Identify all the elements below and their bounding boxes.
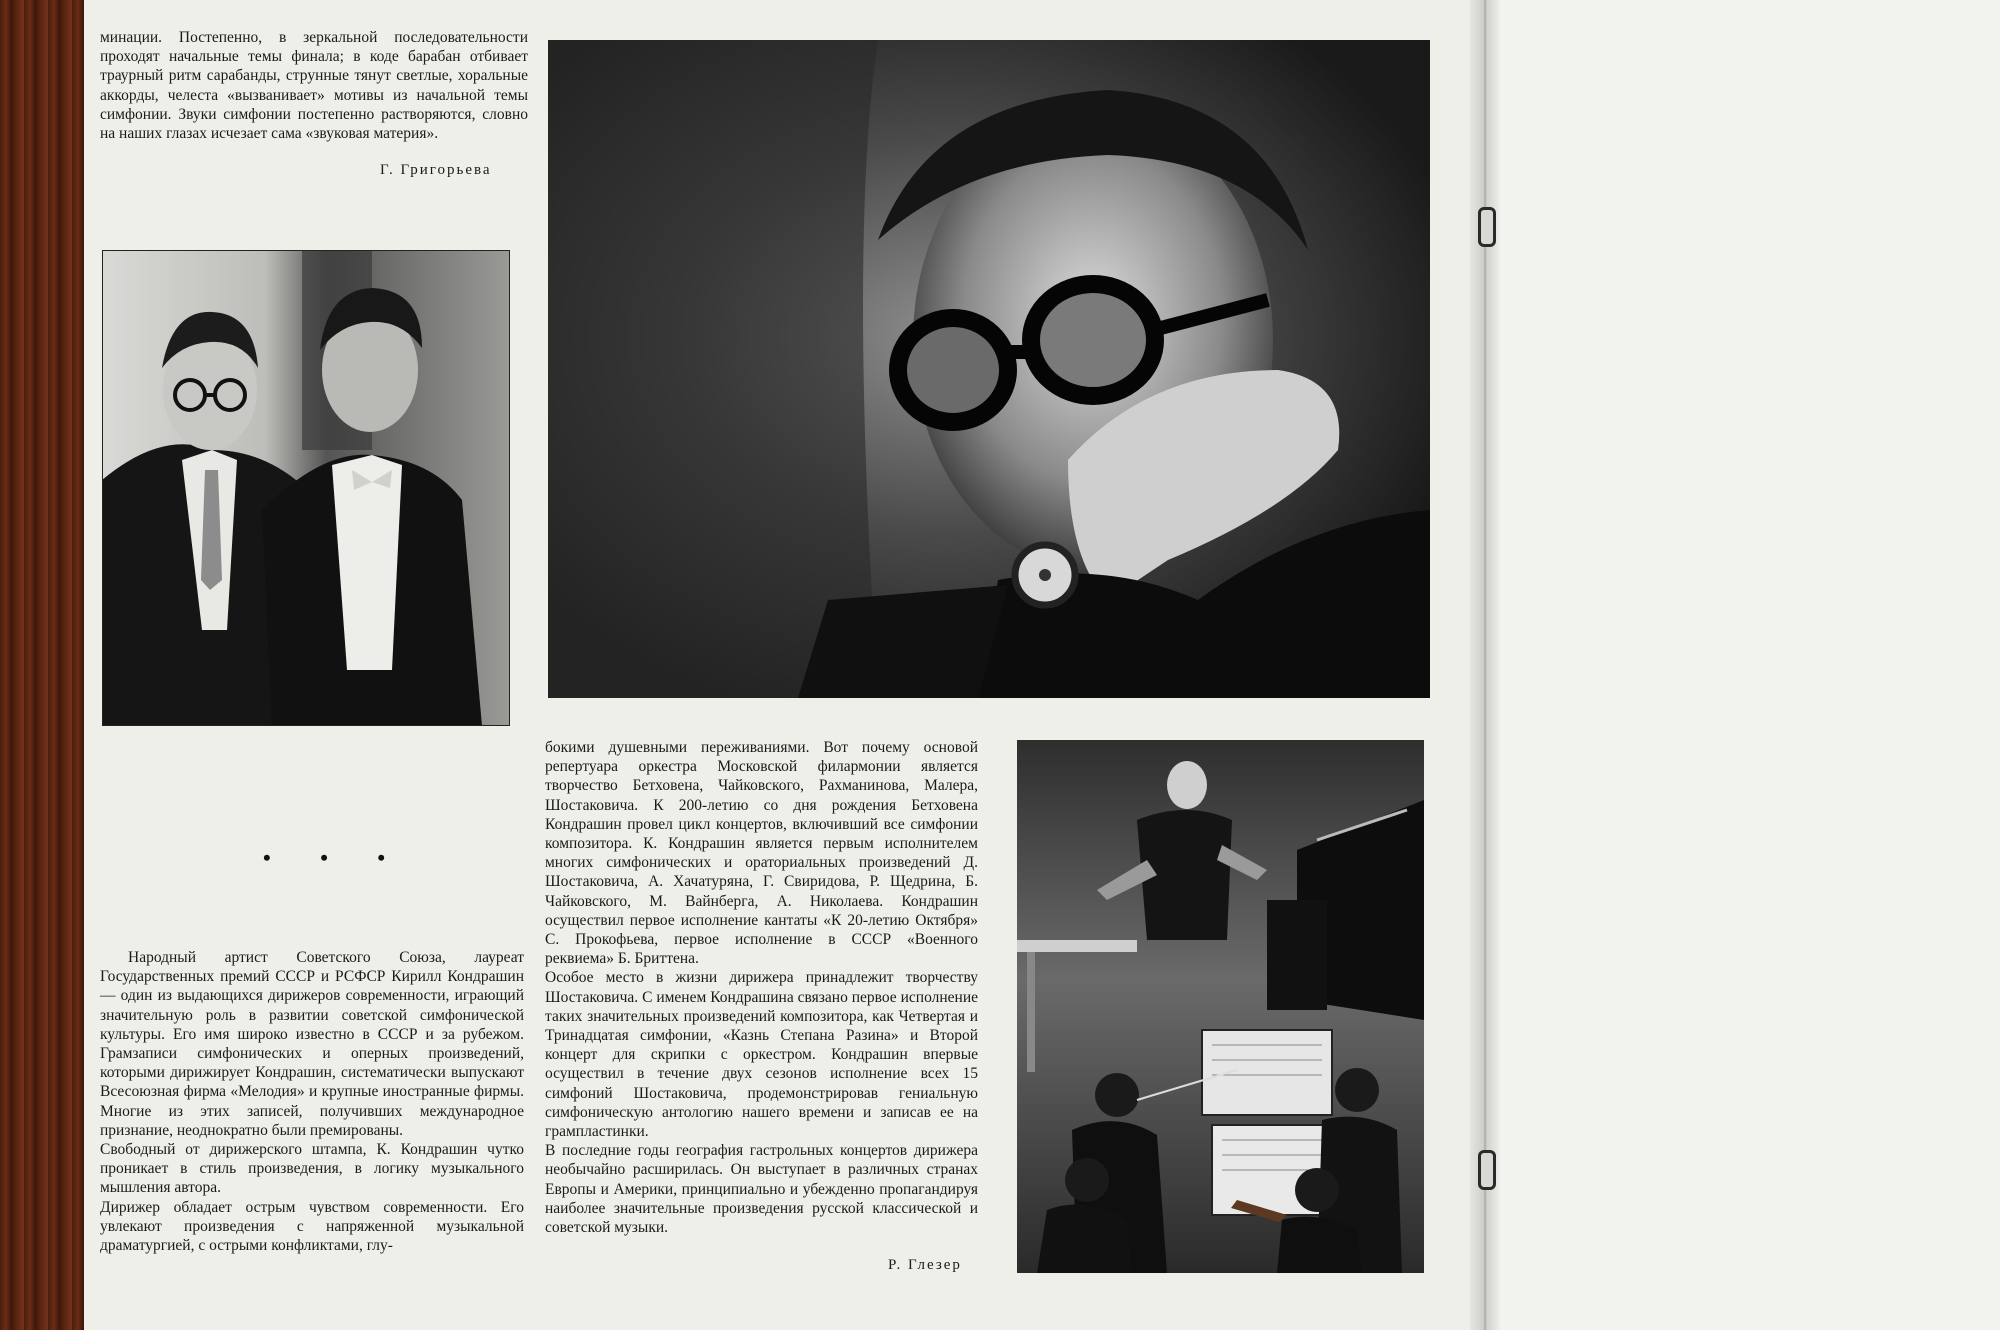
kondrashin-text-left [100, 948, 524, 1255]
paragraph: бокими душевными переживаниями. Вот почему основой репертуара оркестра Московской филармонии является творчество Бетховена, Чайковского, Рахманинова, Малера, Шостаковича. К 200-летию со дня рождения Бетховена Кондрашин провел цикл концертов, включивший все симфонии композитора. К. Кондрашин является первым исполнителем многих симфонических и ораториальных произведений Д. Шостаковича, А. Хачатуряна, Г. Свиридова, Р. Щедрина, Б. Чайковского, М. Вайнберга, А. Николаева. Кондрашин осуществил первое исполнение кантаты «К 20-летию Октября» С. Прокофьева, первое исполнение в СССР «Военного реквиема» Б. Бриттена. [545, 739, 978, 968]
photo-orchestra-rehearsal [1017, 740, 1424, 1273]
wooden-table-background [0, 0, 90, 1330]
duo-photo-graphic [102, 250, 510, 726]
article-ending-text [100, 28, 528, 143]
right-page-blank [1500, 0, 2000, 1330]
portrait-photo-graphic [548, 40, 1430, 698]
article-ending-paragraph: минации. Постепенно, в зеркальной последовательности проходят начальные темы финала; в коде барабан отбивает траурный ритм сарабанды, струнные тянут светлые, хоральные аккорды, челеста «вызванивает» мотивы из начальной темы симфонии. Звуки симфонии постепенно растворяются, словно на наших глазах исчезает сама «звуковая материя». [100, 29, 528, 143]
paragraph: Народный артист Советского Союза, лауреат Государственных премий СССР и РСФСР Кирилл Кондрашин — один из выдающихся дирижеров современности, играющий значительную роль в развитии советской симфонической культуры. Его имя широко известно в СССР и за рубежом. Грамзаписи симфонических и оперных произведений, которыми дирижирует Кондрашин, систематически выпускают Всесоюзная фирма «Мелодия» и крупные иностранные фирмы. Многие из этих записей, получивших международное признание, неоднократно были премированы. [100, 949, 524, 1139]
page-gutter [1470, 0, 1500, 1330]
paragraph: В последние годы география гастрольных концертов дирижера необычайно расширилась. Он выступает в различных странах Европы и Америки, принципиально и убежденно пропагандируя наиболее значительные произведения русской классической и советской музыки. [545, 1142, 978, 1237]
paragraph: Особое место в жизни дирижера принадлежит творчеству Шостаковича. С именем Кондрашина связано первое исполнение таких значительных произведений композитора, как Четвертая и Тринадцатая симфонии, «Казнь Степана Разина» и Второй концерт для скрипки с оркестром. Кондрашин впервые осуществил в течение двух сезонов исполнение всех 15 симфоний Шостаковича, продемонстрировав гениальную симфоническую антологию нашего времени и записав ее на грампластинки. [545, 969, 978, 1141]
orchestra-photo-graphic [1017, 740, 1424, 1273]
staple-top [1478, 207, 1496, 247]
kondrashin-text-middle [545, 738, 978, 1237]
photo-shostakovich-kondrashin [102, 250, 510, 726]
signature-glezer: Р. Глезер [888, 1257, 962, 1273]
photo-portrait-shostakovich [548, 40, 1430, 698]
signature-grigorieva: Г. Григорьева [380, 162, 492, 178]
paragraph: Дирижер обладает острым чувством современности. Его увлекают произведения с напряженной музыкальной драматургией, с острыми конфликтами, глу- [100, 1198, 524, 1255]
staple-bottom [1478, 1150, 1496, 1190]
section-separator: • • • [263, 845, 408, 870]
paragraph: Свободный от дирижерского штампа, К. Кондрашин чутко проникает в стиль произведения, в логику музыкального мышления автора. [100, 1141, 524, 1197]
